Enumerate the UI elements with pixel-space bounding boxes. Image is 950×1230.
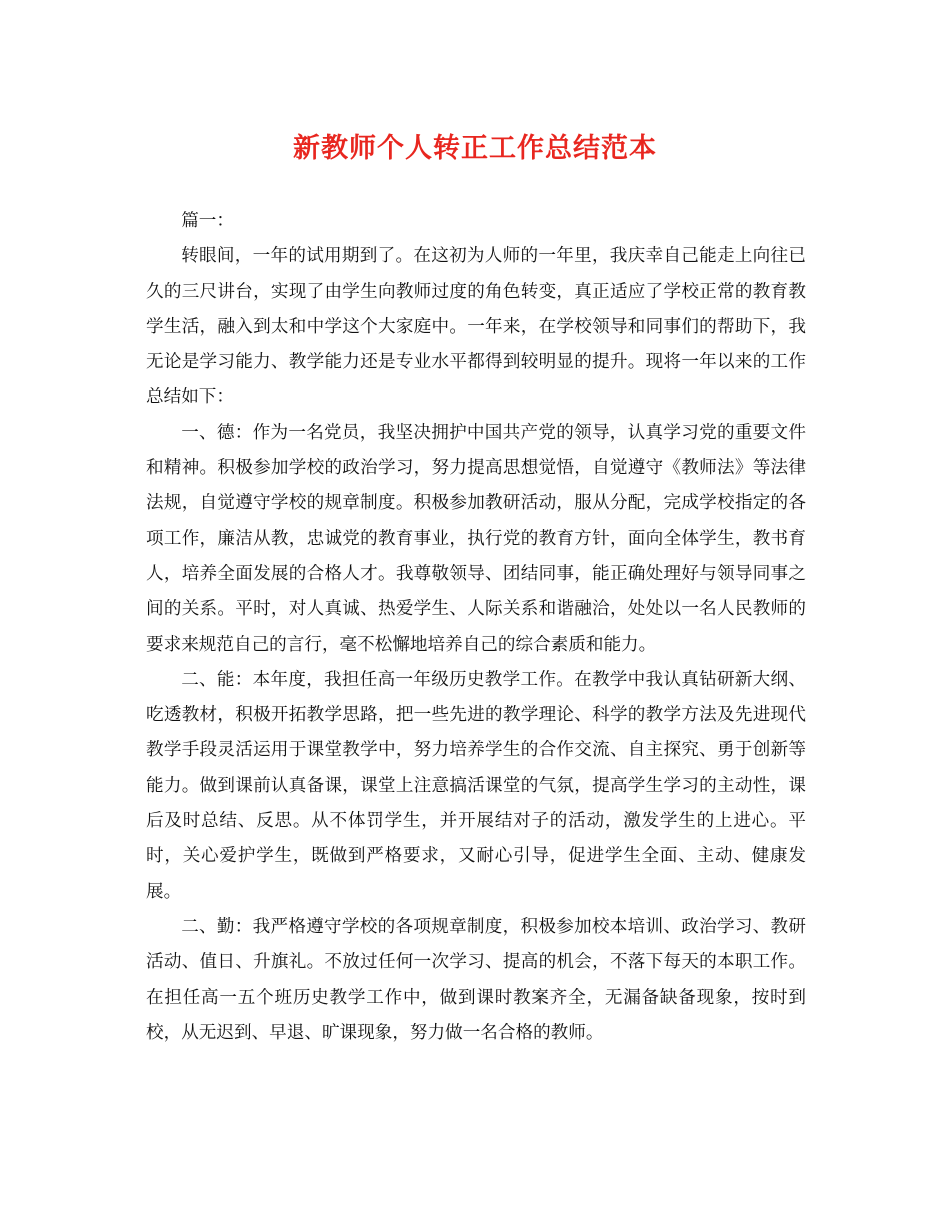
paragraph-section-label: 篇一：	[181, 211, 234, 231]
document-body	[146, 204, 806, 1051]
document-title: 新教师个人转正工作总结范本	[293, 133, 657, 164]
paragraph-morality: 一、德：作为一名党员，我坚决拥护中国共产党的领导，认真学习党的重要文件和精神。积极参加学校的政治学习，努力提高思想觉悟，自觉遵守《教师法》等法律法规，自觉遵守学校的规章制度。积极参加教研活动，服从分配，完成学校指定的各项工作，廉洁从教，忠诚党的教育事业，执行党的教育方针，面向全体学生，教书育人，培养全面发展的合格人才。我尊敬领导、团结同事，能正确处理好与领导同事之间的关系。平时，对人真诚、热爱学生、人际关系和谐融洽，处处以一名人民教师的要求来规范自己的言行，毫不松懈地培养自己的综合素质和能力。	[146, 422, 806, 655]
paragraph-ability: 二、能：本年度，我担任高一年级历史教学工作。在教学中我认真钻研新大纲、吃透教材，积极开拓教学思路，把一些先进的教学理论、科学的教学方法及先进现代教学手段灵活运用于课堂教学中，努力培养学生的合作交流、自主探究、勇于创新等能力。做到课前认真备课，课堂上注意搞活课堂的气氛，提高学生学习的主动性，课后及时总结、反思。从不体罚学生，并开展结对子的活动，激发学生的上进心。平时，关心爱护学生，既做到严格要求，又耐心引导，促进学生全面、主动、健康发展。	[146, 669, 806, 902]
paragraph-intro: 转眼间，一年的试用期到了。在这初为人师的一年里，我庆幸自己能走上向往已久的三尺讲台，实现了由学生向教师过度的角色转变，真正适应了学校正常的教育教学生活，融入到太和中学这个大家庭中。一年来，在学校领导和同事们的帮助下，我无论是学习能力、教学能力还是专业水平都得到较明显的提升。现将一年以来的工作总结如下：	[146, 246, 806, 408]
paragraph-diligence: 二、勤：我严格遵守学校的各项规章制度，积极参加校本培训、政治学习、教研活动、值日、升旗礼。不放过任何一次学习、提高的机会，不落下每天的本职工作。在担任高一五个班历史教学工作中，做到课时教案齐全，无漏备缺备现象，按时到校，从无迟到、早退、旷课现象，努力做一名合格的教师。	[146, 916, 806, 1043]
